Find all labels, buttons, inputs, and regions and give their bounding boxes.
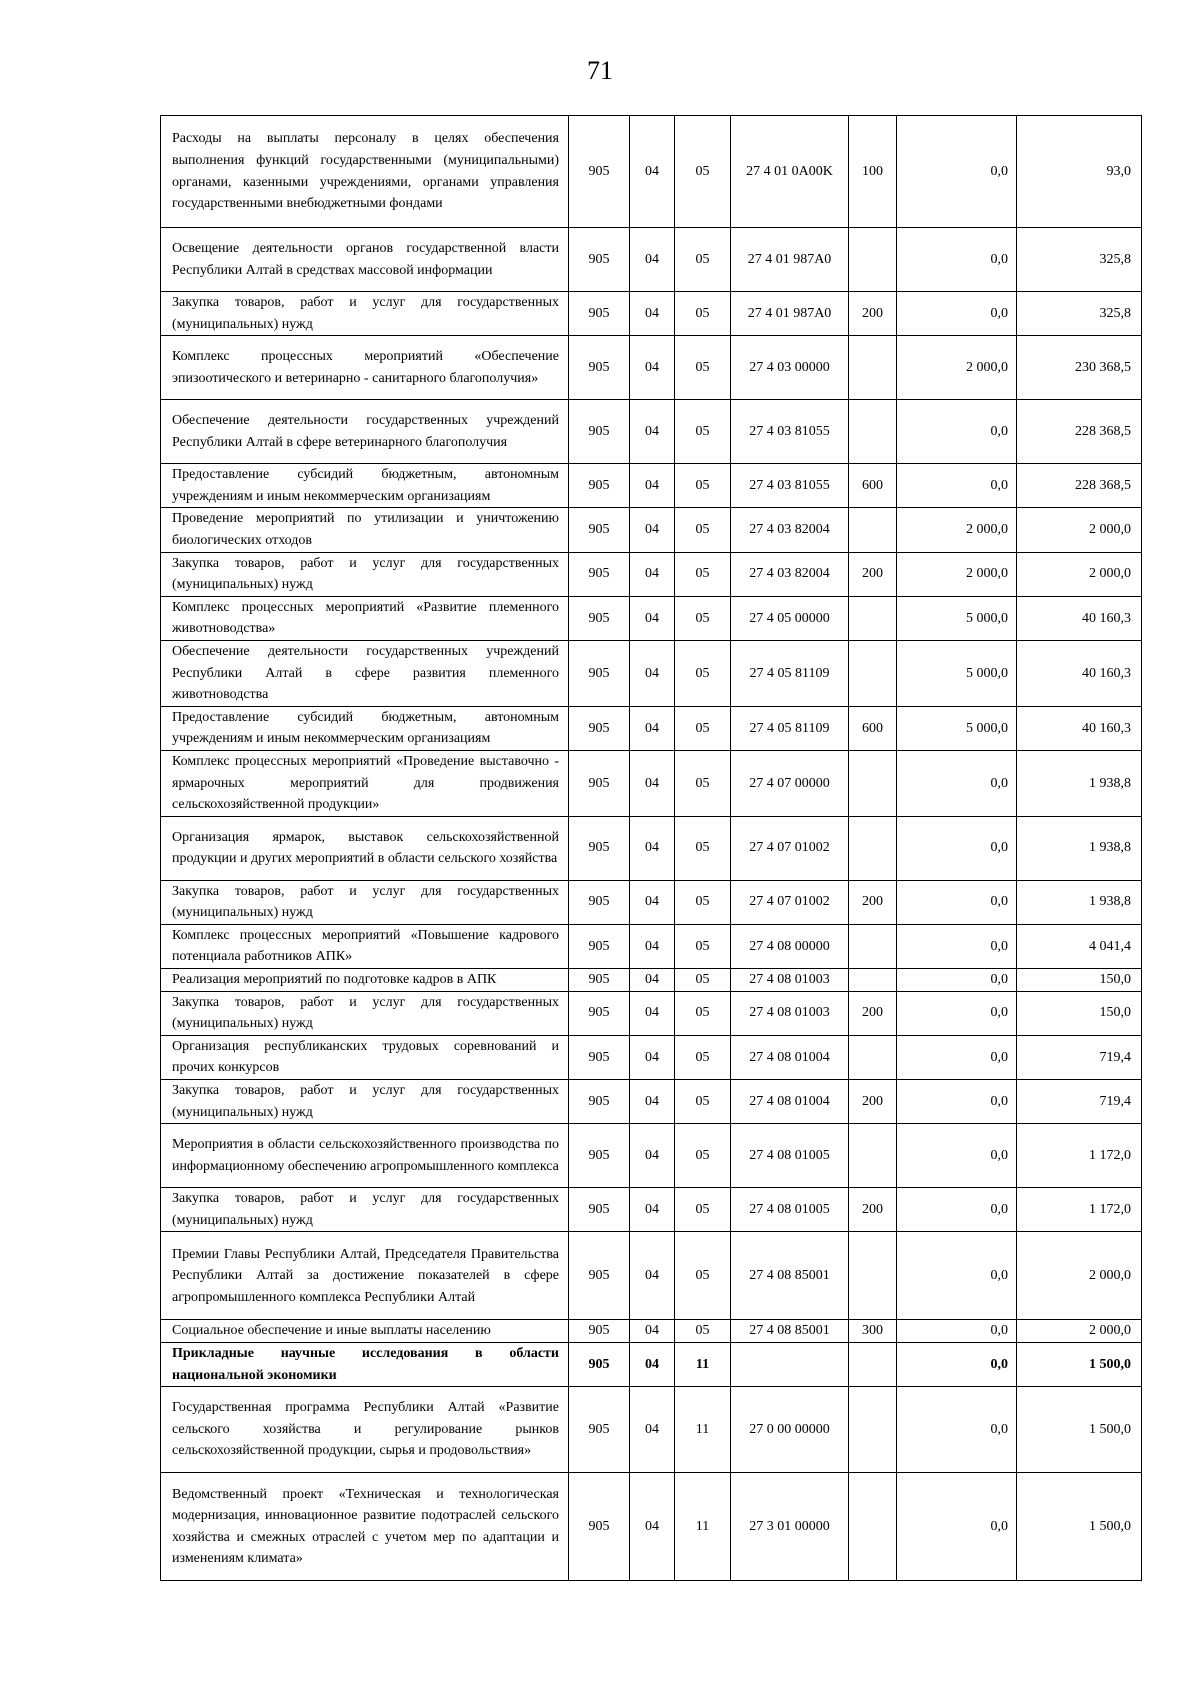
row-subsection-code: 05 [675,991,731,1035]
row-target-article: 27 4 08 01003 [731,969,849,992]
row-ministry-code: 905 [569,991,630,1035]
row-amount-1: 0,0 [897,400,1017,464]
row-target-article: 27 4 03 82004 [731,508,849,552]
row-section-code: 04 [630,552,675,596]
row-name: Закупка товаров, работ и услуг для государственных (муниципальных) нужд [161,880,569,924]
row-amount-1: 0,0 [897,1188,1017,1232]
table-row [161,336,1142,400]
row-section-code: 04 [630,1232,675,1320]
table-row [161,552,1142,596]
row-amount-2: 1 938,8 [1017,816,1142,880]
row-expense-type: 600 [849,706,897,750]
row-ministry-code: 905 [569,1320,630,1343]
row-subsection-code: 05 [675,508,731,552]
row-expense-type: 200 [849,292,897,336]
row-ministry-code: 905 [569,750,630,816]
row-section-code: 04 [630,596,675,640]
row-target-article: 27 4 01 0A00K [731,116,849,228]
row-subsection-code: 11 [675,1473,731,1581]
row-amount-2: 40 160,3 [1017,596,1142,640]
table-row [161,228,1142,292]
row-target-article: 27 4 08 01004 [731,1080,849,1124]
row-target-article: 27 4 03 81055 [731,400,849,464]
row-subsection-code: 05 [675,1080,731,1124]
row-subsection-code: 05 [675,750,731,816]
row-amount-2: 1 938,8 [1017,750,1142,816]
row-ministry-code: 905 [569,1343,630,1387]
table-row [161,508,1142,552]
row-amount-2: 1 500,0 [1017,1343,1142,1387]
row-amount-1: 2 000,0 [897,508,1017,552]
row-expense-type [849,640,897,706]
row-ministry-code: 905 [569,508,630,552]
table-row [161,750,1142,816]
row-expense-type: 200 [849,991,897,1035]
row-expense-type: 200 [849,1188,897,1232]
table-row [161,116,1142,228]
row-amount-2: 4 041,4 [1017,924,1142,968]
row-amount-2: 1 172,0 [1017,1188,1142,1232]
row-target-article: 27 3 01 00000 [731,1473,849,1581]
table-row [161,880,1142,924]
row-amount-2: 2 000,0 [1017,552,1142,596]
row-expense-type [849,400,897,464]
row-amount-2: 1 500,0 [1017,1387,1142,1473]
row-ministry-code: 905 [569,1473,630,1581]
row-name: Закупка товаров, работ и услуг для государственных (муниципальных) нужд [161,1188,569,1232]
row-subsection-code: 05 [675,552,731,596]
row-target-article: 27 4 07 00000 [731,750,849,816]
row-amount-2: 2 000,0 [1017,508,1142,552]
table-row [161,1387,1142,1473]
row-subsection-code: 05 [675,1320,731,1343]
row-ministry-code: 905 [569,1035,630,1079]
row-ministry-code: 905 [569,464,630,508]
row-expense-type: 100 [849,116,897,228]
row-expense-type: 200 [849,1080,897,1124]
row-amount-1: 0,0 [897,464,1017,508]
row-target-article: 27 4 01 987A0 [731,228,849,292]
row-subsection-code: 05 [675,1035,731,1079]
row-expense-type: 600 [849,464,897,508]
row-amount-1: 0,0 [897,292,1017,336]
row-ministry-code: 905 [569,552,630,596]
row-target-article: 27 4 05 81109 [731,640,849,706]
row-subsection-code: 05 [675,1124,731,1188]
row-target-article: 27 4 08 85001 [731,1320,849,1343]
row-amount-2: 1 172,0 [1017,1124,1142,1188]
table-row [161,924,1142,968]
row-amount-1: 2 000,0 [897,552,1017,596]
row-name: Ведомственный проект «Техническая и технологическая модернизация, инновационное развитие подотраслей сельского хозяйства и смежных отраслей с учетом мер по адаптации и изменениям климата» [161,1473,569,1581]
row-section-code: 04 [630,228,675,292]
row-target-article: 27 4 08 01005 [731,1188,849,1232]
row-expense-type [849,816,897,880]
row-target-article: 27 4 07 01002 [731,816,849,880]
row-subsection-code: 11 [675,1343,731,1387]
table-row [161,706,1142,750]
row-target-article: 27 4 08 01003 [731,991,849,1035]
row-expense-type: 200 [849,880,897,924]
row-ministry-code: 905 [569,336,630,400]
table-row [161,1343,1142,1387]
row-target-article: 27 4 05 81109 [731,706,849,750]
row-name: Прикладные научные исследования в области национальной экономики [161,1343,569,1387]
table-row [161,1232,1142,1320]
row-section-code: 04 [630,1080,675,1124]
row-name: Реализация мероприятий по подготовке кадров в АПК [161,969,569,992]
table-row [161,1035,1142,1079]
row-ministry-code: 905 [569,1124,630,1188]
row-ministry-code: 905 [569,1188,630,1232]
row-amount-2: 719,4 [1017,1035,1142,1079]
table-row [161,969,1142,992]
row-name: Комплекс процессных мероприятий «Обеспечение эпизоотического и ветеринарно - санитарного благополучия» [161,336,569,400]
row-expense-type [849,969,897,992]
budget-table-body [161,116,1142,1581]
row-ministry-code: 905 [569,816,630,880]
row-ministry-code: 905 [569,880,630,924]
row-name: Закупка товаров, работ и услуг для государственных (муниципальных) нужд [161,1080,569,1124]
row-target-article: 27 4 03 82004 [731,552,849,596]
row-amount-2: 230 368,5 [1017,336,1142,400]
row-name: Социальное обеспечение и иные выплаты населению [161,1320,569,1343]
row-target-article: 27 4 08 00000 [731,924,849,968]
table-row [161,1188,1142,1232]
row-amount-2: 40 160,3 [1017,640,1142,706]
table-row [161,1124,1142,1188]
row-section-code: 04 [630,508,675,552]
row-section-code: 04 [630,924,675,968]
row-amount-1: 5 000,0 [897,640,1017,706]
row-target-article: 27 4 08 01004 [731,1035,849,1079]
row-section-code: 04 [630,116,675,228]
table-row [161,816,1142,880]
row-amount-1: 0,0 [897,116,1017,228]
row-target-article: 27 4 01 987A0 [731,292,849,336]
row-name: Государственная программа Республики Алтай «Развитие сельского хозяйства и регулирование рынков сельскохозяйственной продукции, сырья и продовольствия» [161,1387,569,1473]
row-ministry-code: 905 [569,969,630,992]
row-target-article: 27 4 08 85001 [731,1232,849,1320]
row-amount-1: 0,0 [897,924,1017,968]
row-name: Организация республиканских трудовых соревнований и прочих конкурсов [161,1035,569,1079]
table-row [161,991,1142,1035]
row-amount-1: 0,0 [897,1232,1017,1320]
table-row [161,640,1142,706]
table-row [161,292,1142,336]
row-expense-type [849,1387,897,1473]
row-section-code: 04 [630,1343,675,1387]
row-section-code: 04 [630,1188,675,1232]
row-expense-type: 200 [849,552,897,596]
row-name: Обеспечение деятельности государственных учреждений Республики Алтай в сфере ветеринарного благополучия [161,400,569,464]
row-subsection-code: 05 [675,1232,731,1320]
row-section-code: 04 [630,880,675,924]
table-row [161,1320,1142,1343]
row-amount-2: 150,0 [1017,969,1142,992]
table-row [161,1080,1142,1124]
row-section-code: 04 [630,816,675,880]
row-name: Расходы на выплаты персоналу в целях обеспечения выполнения функций государственными (муниципальными) органами, казенными учреждениями, органами управления государственными внебюджетными фондами [161,116,569,228]
row-expense-type [849,1232,897,1320]
row-amount-1: 0,0 [897,1080,1017,1124]
row-ministry-code: 905 [569,400,630,464]
row-subsection-code: 05 [675,292,731,336]
row-amount-2: 325,8 [1017,292,1142,336]
row-ministry-code: 905 [569,292,630,336]
row-expense-type [849,596,897,640]
row-subsection-code: 05 [675,924,731,968]
row-amount-2: 1 500,0 [1017,1473,1142,1581]
row-amount-2: 93,0 [1017,116,1142,228]
table-row [161,400,1142,464]
row-amount-1: 0,0 [897,880,1017,924]
row-expense-type [849,1473,897,1581]
row-subsection-code: 05 [675,969,731,992]
row-name: Мероприятия в области сельскохозяйственного производства по информационному обеспечению агропромышленного комплекса [161,1124,569,1188]
row-target-article: 27 4 07 01002 [731,880,849,924]
row-amount-1: 0,0 [897,750,1017,816]
row-ministry-code: 905 [569,596,630,640]
row-target-article [731,1343,849,1387]
row-ministry-code: 905 [569,1387,630,1473]
row-subsection-code: 05 [675,640,731,706]
row-ministry-code: 905 [569,706,630,750]
row-section-code: 04 [630,1320,675,1343]
row-expense-type [849,1035,897,1079]
row-amount-2: 150,0 [1017,991,1142,1035]
row-ministry-code: 905 [569,1232,630,1320]
row-ministry-code: 905 [569,640,630,706]
row-subsection-code: 05 [675,400,731,464]
row-subsection-code: 05 [675,1188,731,1232]
table-row [161,464,1142,508]
row-subsection-code: 05 [675,116,731,228]
row-amount-2: 228 368,5 [1017,400,1142,464]
budget-table [160,115,1142,1581]
row-subsection-code: 05 [675,336,731,400]
row-ministry-code: 905 [569,116,630,228]
row-amount-1: 0,0 [897,1035,1017,1079]
row-amount-1: 0,0 [897,1124,1017,1188]
row-name: Предоставление субсидий бюджетным, автономным учреждениям и иным некоммерческим организациям [161,706,569,750]
row-name: Предоставление субсидий бюджетным, автономным учреждениям и иным некоммерческим организациям [161,464,569,508]
row-name: Закупка товаров, работ и услуг для государственных (муниципальных) нужд [161,292,569,336]
row-name: Закупка товаров, работ и услуг для государственных (муниципальных) нужд [161,552,569,596]
row-amount-1: 0,0 [897,1387,1017,1473]
row-ministry-code: 905 [569,1080,630,1124]
row-name: Проведение мероприятий по утилизации и уничтожению биологических отходов [161,508,569,552]
row-amount-2: 325,8 [1017,228,1142,292]
row-section-code: 04 [630,1124,675,1188]
row-target-article: 27 4 05 00000 [731,596,849,640]
row-subsection-code: 11 [675,1387,731,1473]
row-subsection-code: 05 [675,880,731,924]
row-expense-type: 300 [849,1320,897,1343]
row-subsection-code: 05 [675,228,731,292]
row-section-code: 04 [630,292,675,336]
row-ministry-code: 905 [569,228,630,292]
row-target-article: 27 4 08 01005 [731,1124,849,1188]
row-expense-type [849,1343,897,1387]
row-section-code: 04 [630,706,675,750]
row-name: Комплекс процессных мероприятий «Проведение выставочно - ярмарочных мероприятий для продвижения сельскохозяйственной продукции» [161,750,569,816]
row-subsection-code: 05 [675,596,731,640]
row-target-article: 27 0 00 00000 [731,1387,849,1473]
row-expense-type [849,750,897,816]
row-expense-type [849,228,897,292]
row-name: Закупка товаров, работ и услуг для государственных (муниципальных) нужд [161,991,569,1035]
row-section-code: 04 [630,1035,675,1079]
row-section-code: 04 [630,991,675,1035]
row-amount-2: 2 000,0 [1017,1320,1142,1343]
row-subsection-code: 05 [675,816,731,880]
row-name: Освещение деятельности органов государственной власти Республики Алтай в средствах массовой информации [161,228,569,292]
row-expense-type [849,508,897,552]
row-amount-1: 5 000,0 [897,706,1017,750]
row-amount-1: 0,0 [897,969,1017,992]
row-amount-1: 0,0 [897,228,1017,292]
table-row [161,1473,1142,1581]
row-amount-1: 0,0 [897,1320,1017,1343]
row-expense-type [849,924,897,968]
row-amount-2: 1 938,8 [1017,880,1142,924]
row-name: Комплекс процессных мероприятий «Развитие племенного животноводства» [161,596,569,640]
row-amount-1: 0,0 [897,1473,1017,1581]
table-row [161,596,1142,640]
row-amount-1: 2 000,0 [897,336,1017,400]
row-name: Премии Главы Республики Алтай, Председателя Правительства Республики Алтай за достижение показателей в сфере агропромышленного комплекса Республики Алтай [161,1232,569,1320]
row-section-code: 04 [630,336,675,400]
row-section-code: 04 [630,750,675,816]
row-expense-type [849,336,897,400]
page-number: 71 [587,56,613,85]
row-target-article: 27 4 03 81055 [731,464,849,508]
row-subsection-code: 05 [675,706,731,750]
row-subsection-code: 05 [675,464,731,508]
row-amount-2: 2 000,0 [1017,1232,1142,1320]
row-section-code: 04 [630,400,675,464]
row-amount-2: 228 368,5 [1017,464,1142,508]
row-amount-2: 40 160,3 [1017,706,1142,750]
row-section-code: 04 [630,464,675,508]
row-amount-1: 0,0 [897,1343,1017,1387]
row-section-code: 04 [630,969,675,992]
row-amount-1: 0,0 [897,816,1017,880]
row-amount-2: 719,4 [1017,1080,1142,1124]
row-ministry-code: 905 [569,924,630,968]
row-name: Организация ярмарок, выставок сельскохозяйственной продукции и других мероприятий в области сельского хозяйства [161,816,569,880]
row-target-article: 27 4 03 00000 [731,336,849,400]
row-expense-type [849,1124,897,1188]
row-amount-1: 5 000,0 [897,596,1017,640]
row-name: Обеспечение деятельности государственных учреждений Республики Алтай в сфере развития племенного животноводства [161,640,569,706]
row-section-code: 04 [630,1387,675,1473]
row-section-code: 04 [630,640,675,706]
row-amount-1: 0,0 [897,991,1017,1035]
row-name: Комплекс процессных мероприятий «Повышение кадрового потенциала работников АПК» [161,924,569,968]
row-section-code: 04 [630,1473,675,1581]
